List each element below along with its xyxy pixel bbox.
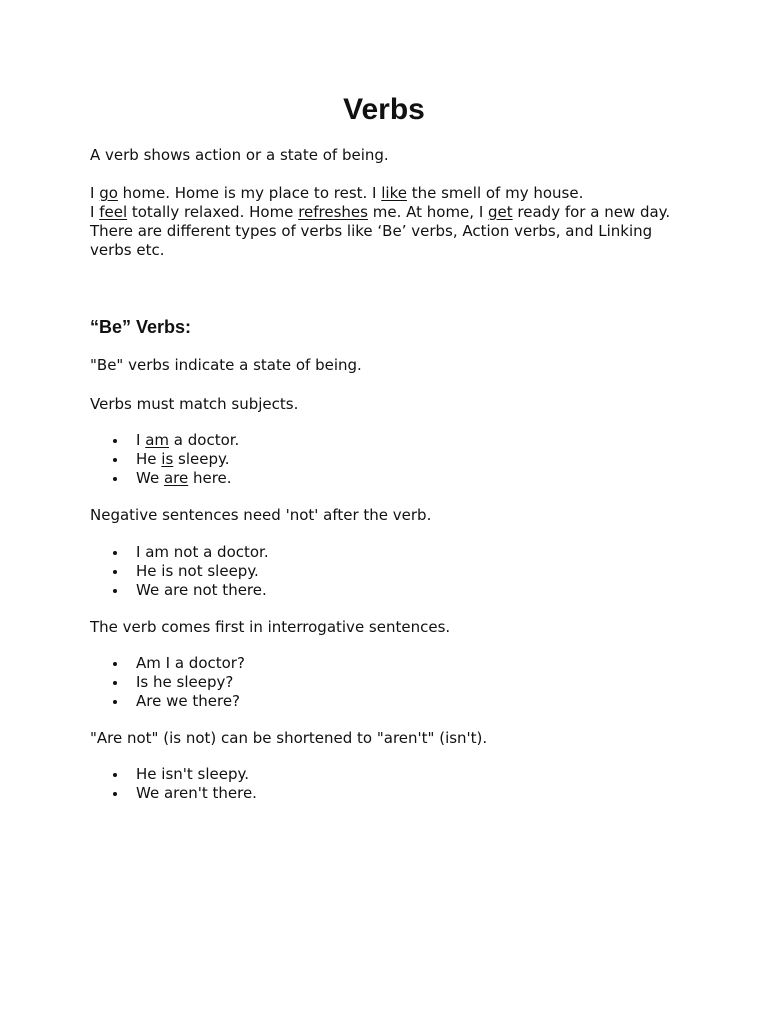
list-item: He is not sleepy. <box>90 562 650 581</box>
underlined-verb: is <box>161 450 174 468</box>
underlined-verb: like <box>381 184 407 202</box>
section-heading: “Be” Verbs: <box>90 317 192 337</box>
list-item: He is sleepy. <box>90 450 650 469</box>
example-paragraph <box>90 184 680 260</box>
list-item: We aren't there. <box>90 784 650 803</box>
underlined-verb: refreshes <box>298 203 368 221</box>
contraction-text: "Are not" (is not) can be shortened to "aren't" (isn't). <box>90 729 488 747</box>
page-title: Verbs <box>343 93 425 126</box>
list-item: I am not a doctor. <box>90 543 650 562</box>
bullet-list <box>90 765 650 803</box>
text-run: the smell of my house. <box>406 184 584 202</box>
underlined-verb: feel <box>99 203 128 221</box>
list-item: We are not there. <box>90 581 650 600</box>
list-item: We are here. <box>90 469 650 488</box>
negative-text: Negative sentences need 'not' after the verb. <box>90 506 432 524</box>
bullet-list <box>90 654 650 711</box>
underlined-verb: get <box>488 203 513 221</box>
bullet-list <box>90 543 650 600</box>
text-run: I <box>90 203 100 221</box>
list-item: I am a doctor. <box>90 431 650 450</box>
be-description: "Be" verbs indicate a state of being. <box>90 356 362 374</box>
underlined-verb: am <box>145 431 170 449</box>
text-run: ready for a new day. <box>512 203 671 221</box>
list-item: Are we there? <box>90 692 650 711</box>
text-run: home. Home is my place to rest. I <box>117 184 382 202</box>
underlined-verb: go <box>99 184 118 202</box>
intro-text: A verb shows action or a state of being. <box>90 146 389 164</box>
list-item: Is he sleepy? <box>90 673 650 692</box>
interrogative-text: The verb comes first in interrogative sentences. <box>90 618 451 636</box>
text-run: There are different types of verbs like ‘Be’ verbs, Action verbs, and Linking verbs etc. <box>90 222 653 259</box>
text-run: me. At home, I <box>367 203 489 221</box>
bullet-list <box>90 431 650 488</box>
match-text: Verbs must match subjects. <box>90 395 299 413</box>
list-item: Am I a doctor? <box>90 654 650 673</box>
text-run: I <box>90 184 100 202</box>
underlined-verb: are <box>163 469 189 487</box>
list-item: He isn't sleepy. <box>90 765 650 784</box>
text-run: totally relaxed. Home <box>127 203 299 221</box>
